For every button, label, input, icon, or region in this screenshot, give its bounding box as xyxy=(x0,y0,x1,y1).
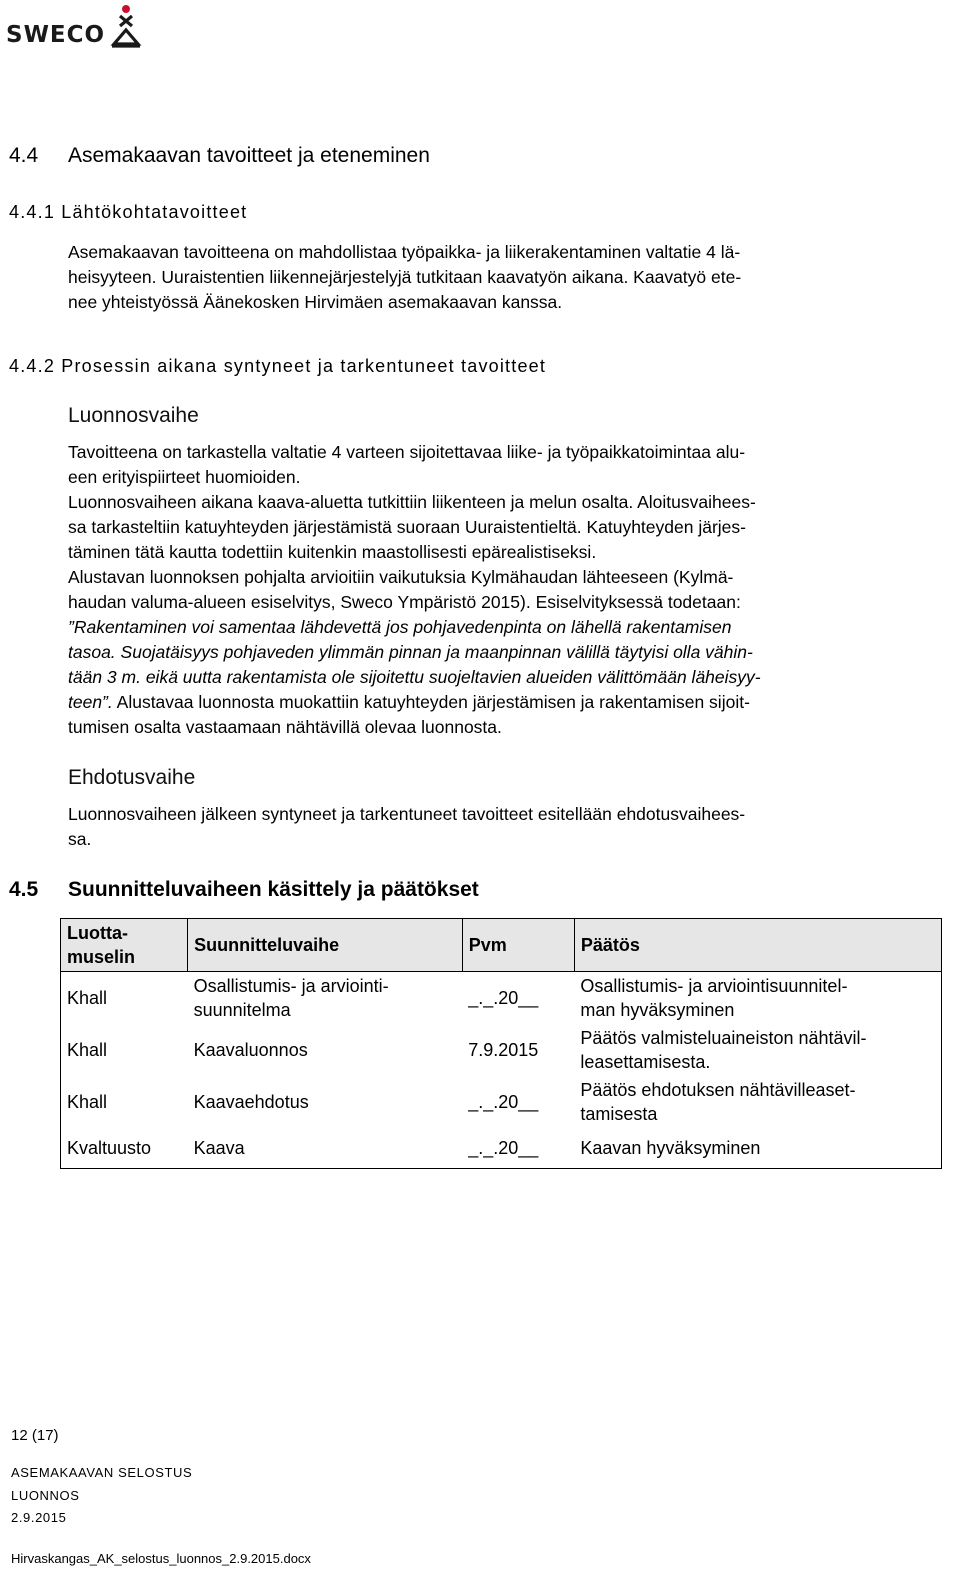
table-cell: Päätös ehdotuksen nähtävilleaset- tamisesta xyxy=(574,1076,941,1128)
logo-wordmark: SWECO xyxy=(6,22,106,48)
table-cell: _._.20__ xyxy=(462,1128,574,1168)
table-cell: Kaava xyxy=(188,1128,463,1168)
header-cell-body: Luotta- muselin xyxy=(61,919,188,972)
section-4-4-2-heading: 4.4.2 Prosessin aikana syntyneet ja tarkentuneet tavoitteet xyxy=(9,356,547,376)
footer-filename: Hirvaskangas_AK_selostus_luonnos_2.9.2015.docx xyxy=(11,1551,311,1566)
footer-doc-type: ASEMAKAAVAN SELOSTUS xyxy=(11,1465,193,1480)
footer-stage: LUONNOS xyxy=(11,1488,80,1503)
section-4-5-heading: 4.5 Suunnitteluvaiheen käsittely ja päätökset xyxy=(9,878,479,901)
table-cell: Kaavan hyväksyminen xyxy=(574,1128,941,1168)
section-4-4-1-heading: 4.4.1 Lähtökohtatavoitteet xyxy=(9,202,248,222)
table-cell: Khall xyxy=(61,972,188,1025)
sweco-logo xyxy=(6,4,146,48)
table-cell: _._.20__ xyxy=(468,988,539,1008)
table-cell: 7.9.2015 xyxy=(468,1040,539,1060)
table-cell: Osallistumis- ja arviointisuunnitel- man hyväksyminen xyxy=(574,972,941,1025)
table-row xyxy=(61,1076,942,1128)
section-4-4-heading: 4.4 Asemakaavan tavoitteet ja eteneminen xyxy=(9,144,430,167)
table-cell: Khall xyxy=(61,1076,188,1128)
table-cell: Kvaltuusto xyxy=(61,1128,188,1168)
luonnosvaihe-heading: Luonnosvaihe xyxy=(68,404,199,427)
page-number: 12 (17) xyxy=(11,1427,59,1444)
decision-schedule-table xyxy=(60,918,942,1169)
table-cell: Kaavaluonnos xyxy=(193,1040,308,1060)
footer-date: 2.9.2015 xyxy=(11,1510,67,1525)
luonnosvaihe-text: Tavoitteena on tarkastella valtatie 4 varteen sijoitettavaa liike- ja työpaikkatoimintaa alu- een erityispiirteet huomioiden. Luonnosvaiheen aikana kaava-aluetta tutkittiin liikenteen ja melun osalta. Aloitusvaihees- sa tarkasteltiin katuyhteyden järjestämistä suoraan Uuraistentieltä. Katuyhteyden järjes- täminen tätä kautta todettiin kuitenkin maastollisesti epärealistiseksi. Alustavan luonnoksen pohjalta arvioitiin vaikutuksia Kylmähaudan lähteeseen (Kylmä- haudan valuma-alueen esiselvitys, Sweco Ympäristö 2015). Esiselvityksessä todetaan: ”Rakentaminen voi samentaa lähdevettä jos pohjavedenpinta on lähellä rakentamisen tasoa. Suojatäisyys pohjaveden ylimmän pinnan ja maanpinnan välillä täytyisi olla vähin- tään 3 m. eikä uutta rakentamista ole sijoitettu suojeltavien alueiden välittömään läheisyy- teen”. Alustavaa luonnosta muokattiin katuyhteyden järjestämisen ja rakentamisen sijoit- tumisen osalta vastaamaan nähtävillä olevaa luonnosta. xyxy=(68,442,761,737)
table-cell: Khall xyxy=(61,1024,188,1076)
table-row xyxy=(61,972,942,1025)
header-cell-date: Pvm xyxy=(462,919,574,972)
section-4-4-1-text: Asemakaavan tavoitteena on mahdollistaa työpaikka- ja liikerakentaminen valtatie 4 lä- heisyyteen. Uuraistentien liikennejärjestelyjä tutkitaan kaavatyön aikana. Kaavatyö ete- nee yhteistyössä Äänekosken Hirvimäen asemakaavan kanssa. xyxy=(68,242,742,312)
table-header-row xyxy=(61,919,942,972)
table-cell: Osallistumis- ja arviointi- suunnitelma xyxy=(193,976,389,1020)
ehdotusvaihe-text: Luonnosvaiheen jälkeen syntyneet ja tarkentuneet tavoitteet esitellään ehdotusvaihees- sa. xyxy=(68,804,746,849)
sweco-logo-icon xyxy=(110,4,142,48)
table-row xyxy=(61,1024,942,1076)
table-cell: _._.20__ xyxy=(468,1092,539,1112)
header-cell-decision: Päätös xyxy=(574,919,941,972)
table-row xyxy=(61,1128,942,1168)
ehdotusvaihe-heading: Ehdotusvaihe xyxy=(68,766,196,789)
header-cell-phase: Suunnitteluvaihe xyxy=(188,919,463,972)
table-cell: Kaavaehdotus xyxy=(193,1092,309,1112)
table-cell: Päätös valmisteluaineiston nähtävil- leasettamisesta. xyxy=(574,1024,941,1076)
